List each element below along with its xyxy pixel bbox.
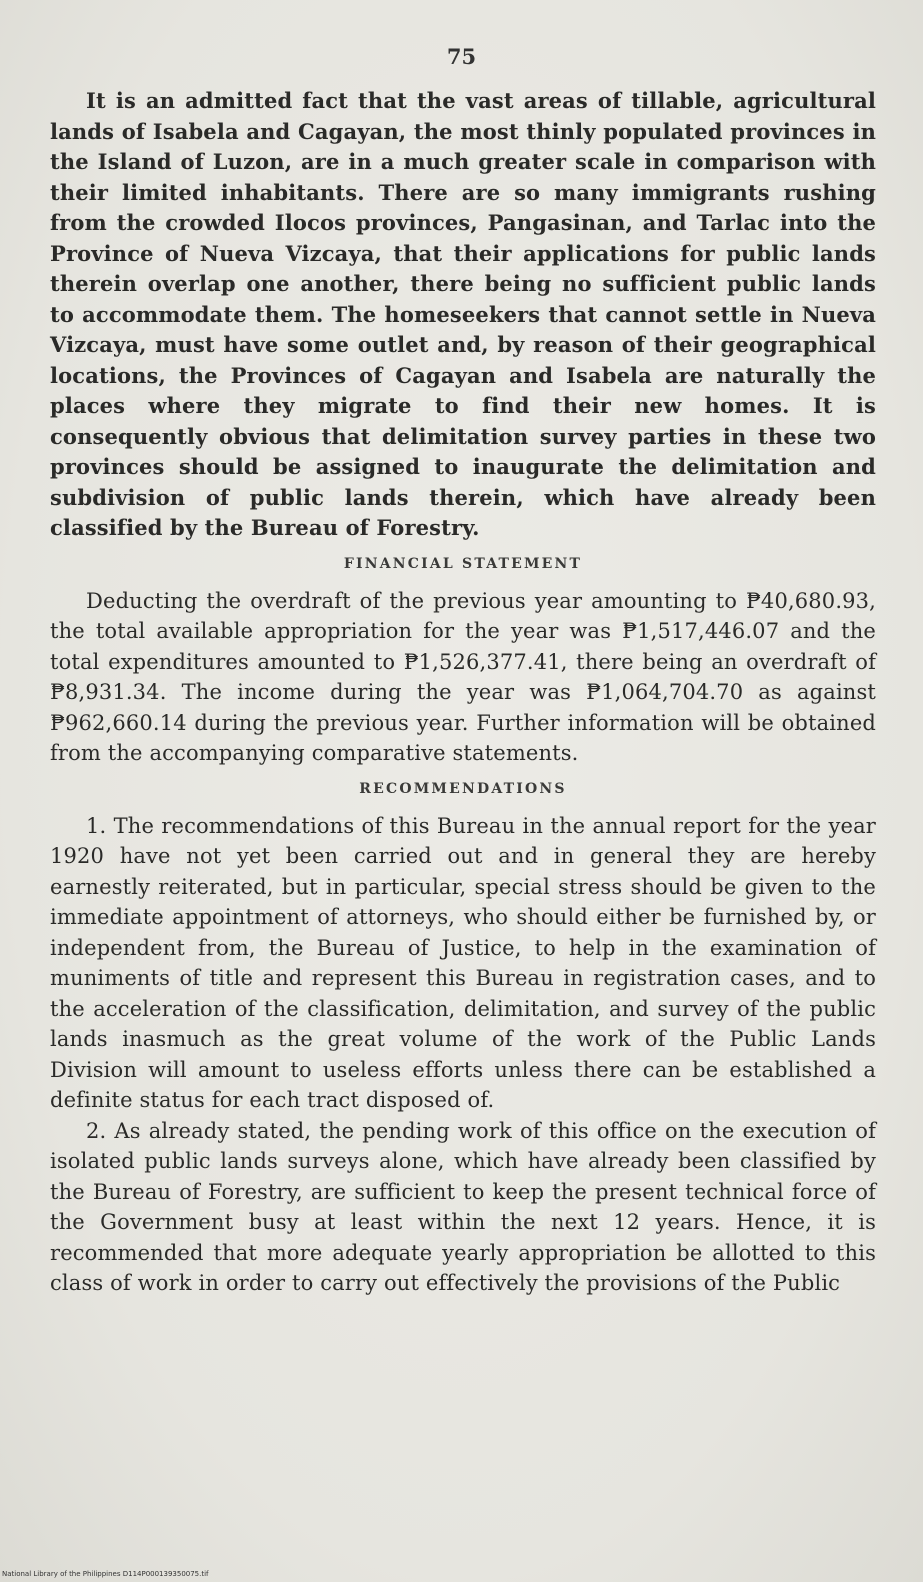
page-body (50, 86, 876, 1299)
intro-paragraph: It is an admitted fact that the vast areas of tillable, agricultural lands of Isabela and Cagayan, the most thinly populated provinces in the Island of Luzon, are in a much greater scale in comparison with their limited inhabitants. There are so many immigrants rushing from the crowded Ilocos provinces, Pangasinan, and Tarlac into the Province of Nueva Vizcaya, that their applications for public lands therein overlap one another, there being no sufficient public lands to accommodate them. The homeseekers that cannot settle in Nueva Vizcaya, must have some outlet and, by reason of their geographical locations, the Provinces of Cagayan and Isabela are naturally the places where they migrate to find their new homes. It is consequently obvious that delimitation survey parties in these two provinces should be assigned to inaugurate the delimitation and subdivision of public lands therein, which have already been classified by the Bureau of Forestry. (50, 88, 876, 540)
financial-statement-paragraph: Deducting the overdraft of the previous year amounting to ₱40,680.93, the total available appropriation for the year was ₱1,517,446.07 and the total expenditures amounted to ₱1,526,377.41, there being an overdraft of ₱8,931.34. The income during the year was ₱1,064,704.70 as against ₱962,660.14 during the previous year. Further information will be obtained from the accompanying comparative statements. (50, 588, 876, 765)
recommendation-1-paragraph: 1. The recommendations of this Bureau in the annual report for the year 1920 have not yet been carried out and in general they are hereby earnestly reiterated, but in particular, special stress should be given to the immediate appointment of attorneys, who should either be furnished by, or independent from, the Bureau of Justice, to help in the examination of muniments of title and represent this Bureau in registration cases, and to the acceleration of the classification, delimitation, and survey of the public lands inasmuch as the great volume of the work of the Public Lands Division will amount to useless efforts unless there can be established a definite status for each tract disposed of. (50, 813, 876, 1112)
financial-statement-heading: FINANCIAL STATEMENT (343, 555, 583, 572)
recommendation-2-paragraph: 2. As already stated, the pending work of this office on the execution of isolated public lands surveys alone, which have already been classified by the Bureau of Forestry, are sufficient to keep the present technical force of the Government busy at least within the next 12 years. Hence, it is recommended that more adequate yearly appropriation be allotted to this class of work in order to carry out effectively the provisions of the Public (50, 1118, 876, 1295)
scan-footer: National Library of the Philippines D114P000139350075.tif (2, 1570, 209, 1578)
page-number: 75 (446, 44, 477, 69)
recommendations-heading: RECOMMENDATIONS (359, 780, 567, 797)
